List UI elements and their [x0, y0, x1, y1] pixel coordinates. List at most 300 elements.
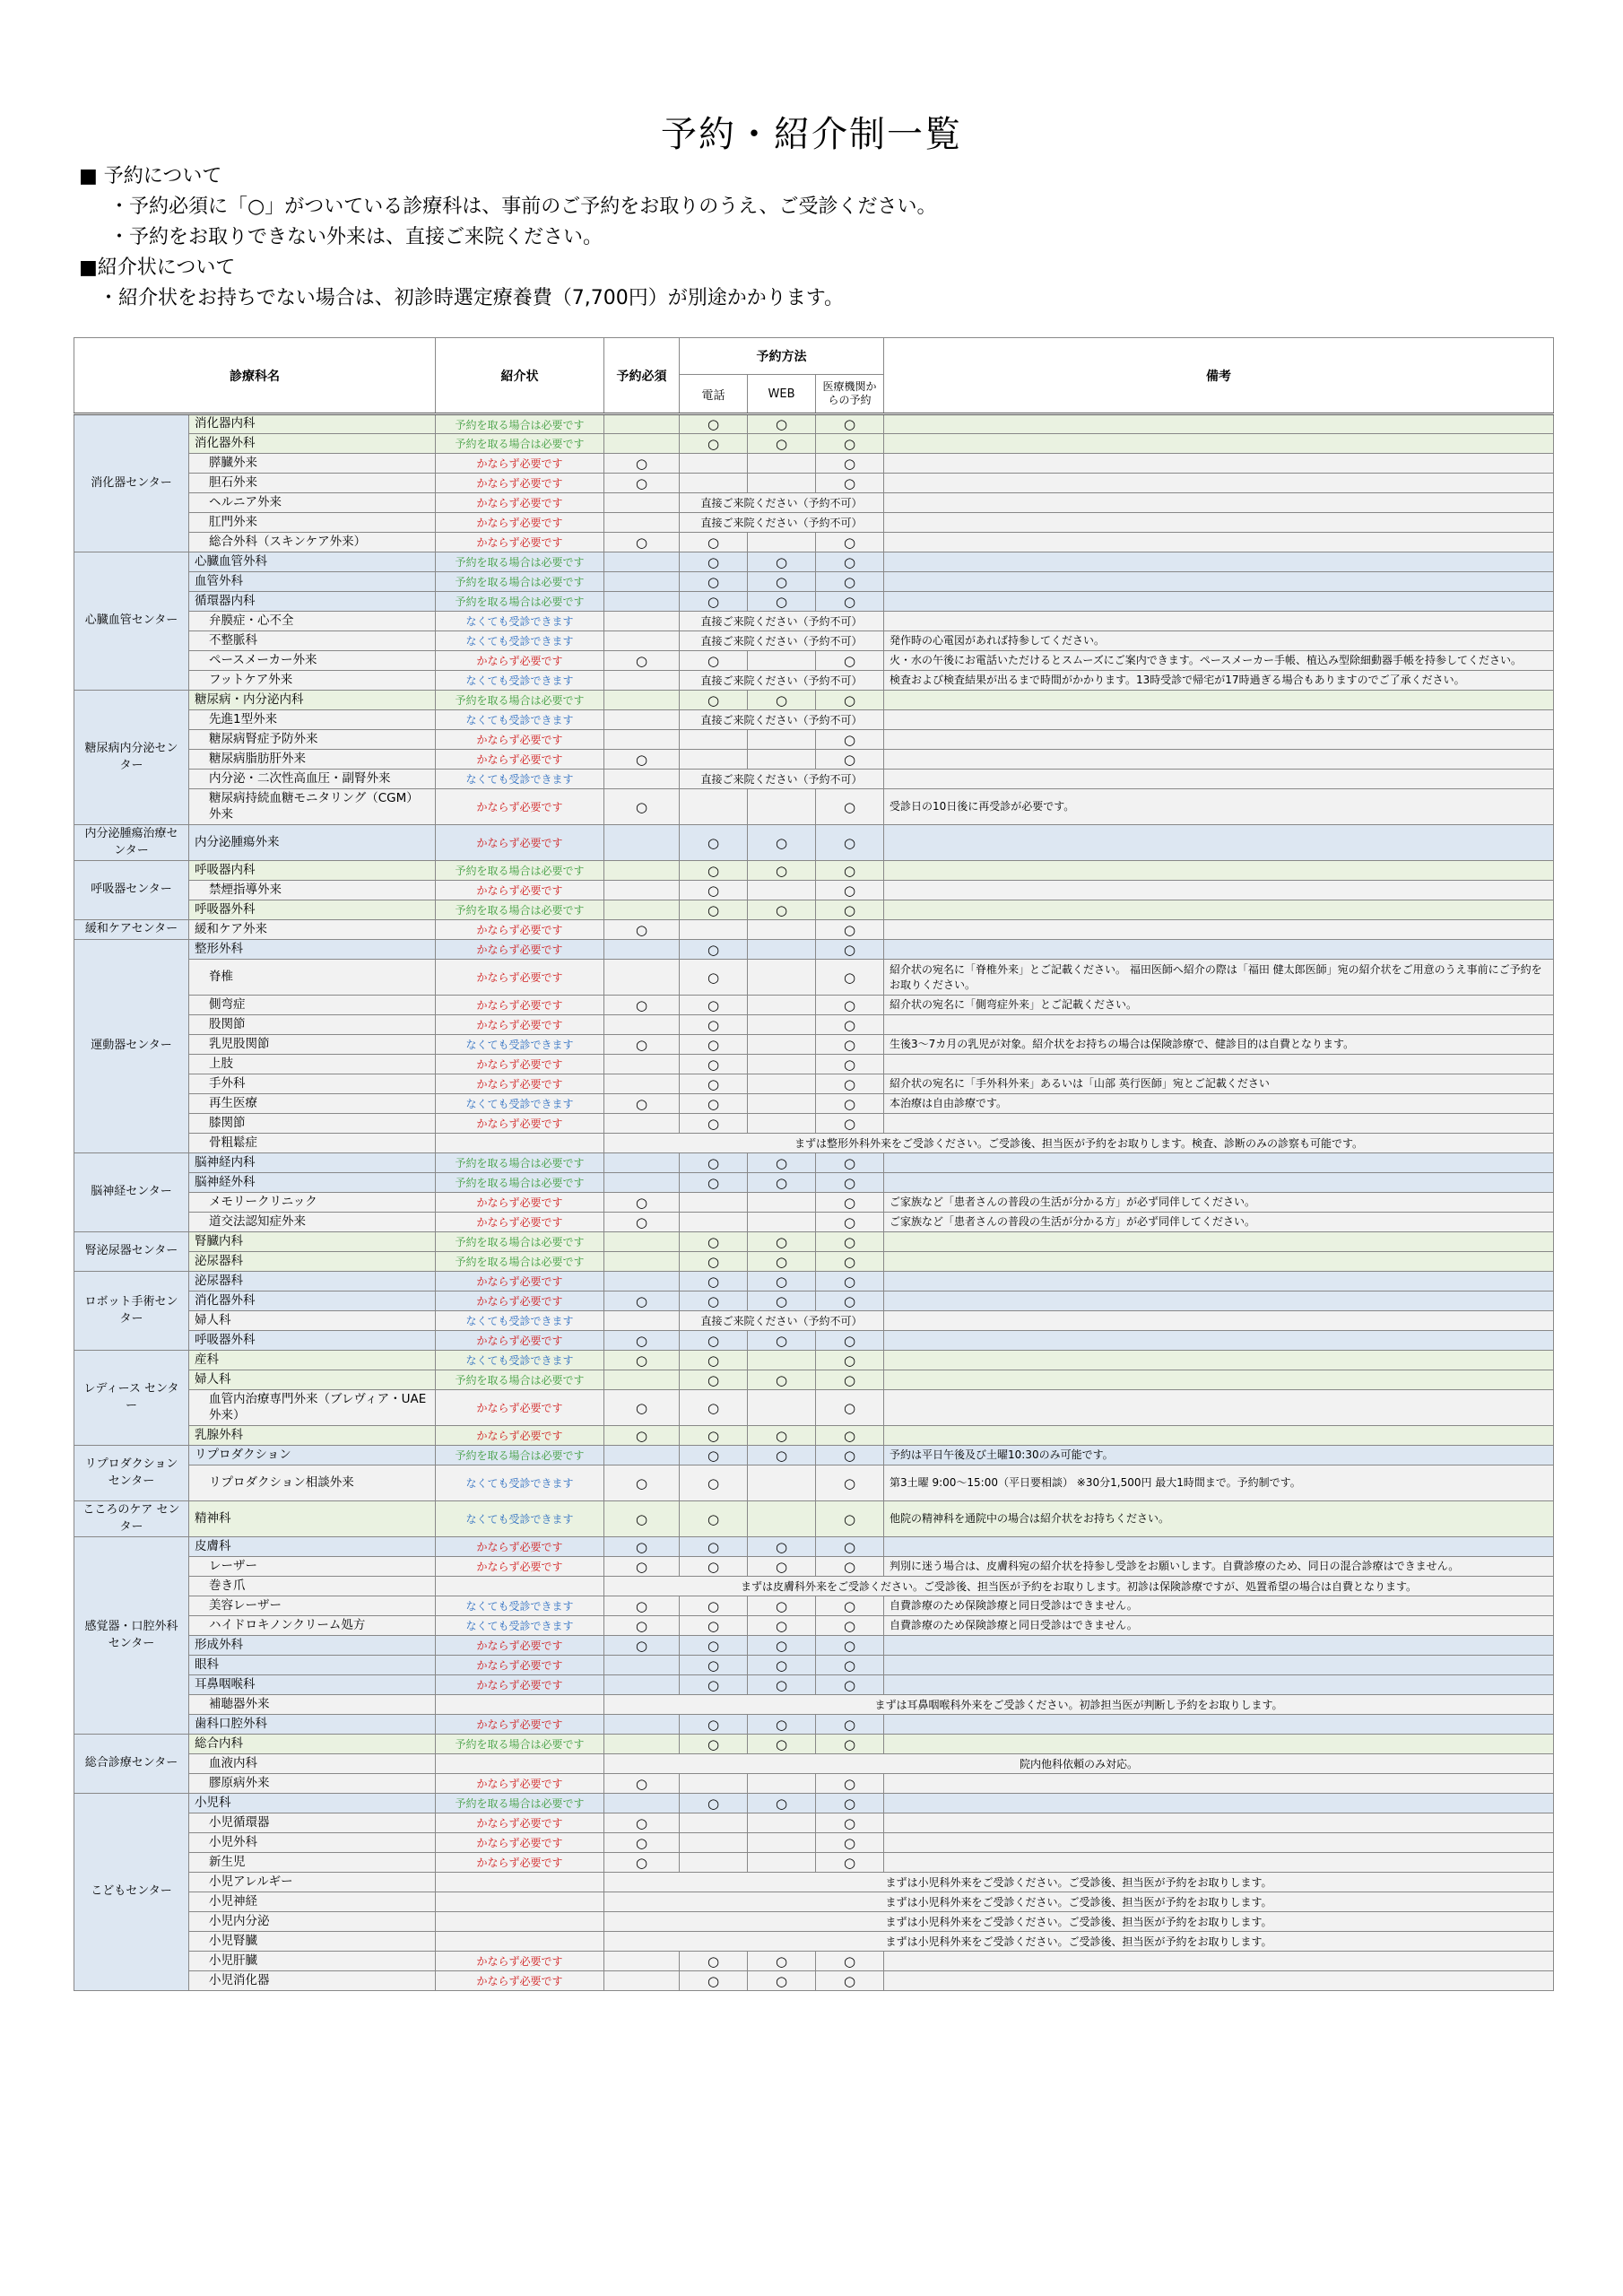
header-institution: 医療機関からの予約: [816, 375, 884, 414]
required-mark: [604, 513, 680, 533]
notes-cell: [884, 1331, 1554, 1351]
page-title: 予約・紹介制一覧: [661, 114, 962, 155]
required-mark: ○: [604, 474, 680, 493]
department-name: 糖尿病・内分泌内科: [189, 691, 436, 710]
web-mark: [748, 1774, 816, 1794]
table-row: [74, 1774, 1554, 1794]
referral-cell: かならず必要です: [436, 1853, 604, 1873]
institution-mark: ○: [816, 533, 884, 552]
web-mark: [748, 881, 816, 900]
institution-mark: ○: [816, 1114, 884, 1134]
institution-mark: ○: [816, 825, 884, 861]
referral-cell: かならず必要です: [436, 1813, 604, 1833]
required-mark: ○: [604, 1465, 680, 1501]
required-mark: [604, 1232, 680, 1252]
institution-mark: ○: [816, 552, 884, 572]
walk-in-note: 直接ご来院ください（予約不可）: [680, 612, 884, 631]
table-row: [74, 1272, 1554, 1292]
institution-mark: ○: [816, 1232, 884, 1252]
required-mark: ○: [604, 1853, 680, 1873]
phone-mark: [680, 474, 748, 493]
table-row: [74, 861, 1554, 881]
table-row: [74, 1465, 1554, 1501]
institution-mark: ○: [816, 1193, 884, 1213]
phone-mark: ○: [680, 1656, 748, 1675]
required-mark: [604, 1173, 680, 1193]
department-name: 手外科: [189, 1074, 436, 1094]
notes-cell: [884, 1774, 1554, 1794]
institution-mark: ○: [816, 1351, 884, 1370]
referral-cell: なくても受診できます: [436, 770, 604, 789]
table-row: [74, 1193, 1554, 1213]
walk-in-note: 直接ご来院ください（予約不可）: [680, 770, 884, 789]
table-row: [74, 671, 1554, 691]
phone-mark: [680, 750, 748, 770]
institution-mark: ○: [816, 1426, 884, 1446]
notes-cell: [884, 1370, 1554, 1390]
referral-cell: かならず必要です: [436, 651, 604, 671]
department-name: ヘルニア外来: [189, 493, 436, 513]
phone-mark: ○: [680, 825, 748, 861]
notes-cell: [884, 513, 1554, 533]
referral-cell: 予約を取る場合は必要です: [436, 1370, 604, 1390]
referral-cell: なくても受診できます: [436, 1311, 604, 1331]
department-name: 骨粗鬆症: [189, 1134, 436, 1153]
center-group: [74, 1272, 1554, 1351]
center-name: 総合診療センター: [74, 1735, 189, 1794]
phone-mark: ○: [680, 1616, 748, 1636]
table-row: [74, 1173, 1554, 1193]
required-mark: ○: [604, 1035, 680, 1055]
notes-cell: [884, 1735, 1554, 1754]
institution-mark: ○: [816, 651, 884, 671]
web-mark: [748, 1094, 816, 1114]
web-mark: [748, 1074, 816, 1094]
referral-cell: かならず必要です: [436, 1656, 604, 1675]
combined-note: 院内他科依頼のみ対応。: [604, 1754, 1554, 1774]
phone-mark: ○: [680, 1252, 748, 1272]
required-mark: ○: [604, 1193, 680, 1213]
department-name: 泌尿器科: [189, 1252, 436, 1272]
notes-cell: [884, 691, 1554, 710]
department-name: 股関節: [189, 1015, 436, 1035]
institution-mark: ○: [816, 474, 884, 493]
required-mark: ○: [604, 1390, 680, 1426]
referral-cell: 予約を取る場合は必要です: [436, 900, 604, 920]
notes-cell: [884, 1252, 1554, 1272]
web-mark: ○: [748, 1153, 816, 1173]
web-mark: ○: [748, 1446, 816, 1465]
center-group: [74, 1446, 1554, 1501]
web-mark: [748, 1833, 816, 1853]
required-mark: [604, 1370, 680, 1390]
walk-in-note: 直接ご来院ください（予約不可）: [680, 671, 884, 691]
center-group: [74, 691, 1554, 825]
web-mark: ○: [748, 1656, 816, 1675]
center-name: 脳神経センター: [74, 1153, 189, 1232]
web-mark: ○: [748, 1537, 816, 1557]
referral-cell: かならず必要です: [436, 513, 604, 533]
institution-mark: ○: [816, 900, 884, 920]
table-row: [74, 1537, 1554, 1557]
department-name: 腎臓内科: [189, 1232, 436, 1252]
notes-cell: [884, 414, 1554, 434]
notes-cell: [884, 1715, 1554, 1735]
required-mark: [604, 730, 680, 750]
web-mark: ○: [748, 572, 816, 592]
phone-mark: ○: [680, 434, 748, 454]
notes-cell: [884, 1351, 1554, 1370]
notes-cell: [884, 612, 1554, 631]
web-mark: ○: [748, 1971, 816, 1991]
table-row: [74, 1813, 1554, 1833]
department-name: ハイドロキノンクリーム処方: [189, 1616, 436, 1636]
notes-cell: [884, 1971, 1554, 1991]
phone-mark: [680, 1813, 748, 1833]
referral-cell: 予約を取る場合は必要です: [436, 1232, 604, 1252]
required-mark: [604, 612, 680, 631]
referral-cell: 予約を取る場合は必要です: [436, 1735, 604, 1754]
institution-mark: ○: [816, 1272, 884, 1292]
phone-mark: [680, 454, 748, 474]
web-mark: [748, 789, 816, 825]
walk-in-note: 直接ご来院ください（予約不可）: [680, 1311, 884, 1331]
table-row: [74, 1331, 1554, 1351]
referral-cell: かならず必要です: [436, 1390, 604, 1426]
header-required: 予約必須: [604, 338, 680, 414]
institution-mark: ○: [816, 1636, 884, 1656]
notes-cell: [884, 1794, 1554, 1813]
required-mark: [604, 552, 680, 572]
phone-mark: ○: [680, 1501, 748, 1537]
table-row: [74, 592, 1554, 612]
center-group: [74, 414, 1554, 552]
table-row: [74, 1501, 1554, 1537]
web-mark: ○: [748, 861, 816, 881]
table-row: [74, 1390, 1554, 1426]
table-row: [74, 770, 1554, 789]
web-mark: ○: [748, 1596, 816, 1616]
referral-cell: かならず必要です: [436, 750, 604, 770]
department-name: 総合内科: [189, 1735, 436, 1754]
required-mark: [604, 1446, 680, 1465]
table-row: [74, 1912, 1554, 1932]
center-group: [74, 1537, 1554, 1735]
phone-mark: ○: [680, 1537, 748, 1557]
referral-cell: かならず必要です: [436, 1074, 604, 1094]
table-row: [74, 1213, 1554, 1232]
required-mark: [604, 1675, 680, 1695]
institution-mark: ○: [816, 1094, 884, 1114]
web-mark: [748, 1813, 816, 1833]
required-mark: ○: [604, 920, 680, 940]
institution-mark: ○: [816, 1390, 884, 1426]
referral-cell: かならず必要です: [436, 533, 604, 552]
required-mark: ○: [604, 1813, 680, 1833]
department-name: 耳鼻咽喉科: [189, 1675, 436, 1695]
web-mark: ○: [748, 1173, 816, 1193]
department-name: フットケア外来: [189, 671, 436, 691]
department-name: 循環器内科: [189, 592, 436, 612]
web-mark: [748, 1351, 816, 1370]
phone-mark: ○: [680, 1465, 748, 1501]
institution-mark: ○: [816, 1794, 884, 1813]
referral-cell: かならず必要です: [436, 1675, 604, 1695]
web-mark: ○: [748, 552, 816, 572]
institution-mark: ○: [816, 572, 884, 592]
referral-cell: [436, 1912, 604, 1932]
web-mark: ○: [748, 1331, 816, 1351]
required-mark: ○: [604, 651, 680, 671]
department-name: 血管内治療専門外来（ブレヴィア・UAE外来）: [189, 1390, 436, 1426]
phone-mark: ○: [680, 960, 748, 996]
institution-mark: ○: [816, 940, 884, 960]
combined-note: まずは耳鼻咽喉科外来をご受診ください。初診担当医が判断し予約をお取りします。: [604, 1695, 1554, 1715]
phone-mark: ○: [680, 996, 748, 1015]
department-name: 血液内科: [189, 1754, 436, 1774]
center-name: 呼吸器センター: [74, 861, 189, 920]
referral-cell: 予約を取る場合は必要です: [436, 552, 604, 572]
required-mark: [604, 1952, 680, 1971]
table-row: [74, 533, 1554, 552]
institution-mark: ○: [816, 1252, 884, 1272]
department-name: 小児科: [189, 1794, 436, 1813]
web-mark: [748, 1114, 816, 1134]
referral-cell: かならず必要です: [436, 1331, 604, 1351]
center-group: [74, 920, 1554, 940]
institution-mark: ○: [816, 1501, 884, 1537]
notes-cell: [884, 861, 1554, 881]
referral-cell: かならず必要です: [436, 996, 604, 1015]
reservation-note-1: ・予約必須に「○」がついている診療科は、事前のご予約をお取りのうえ、ご受診ください。: [109, 196, 937, 218]
institution-mark: ○: [816, 1015, 884, 1035]
institution-mark: ○: [816, 1055, 884, 1074]
notes-cell: [884, 434, 1554, 454]
institution-mark: ○: [816, 1292, 884, 1311]
required-mark: ○: [604, 1557, 680, 1577]
walk-in-note: 直接ご来院ください（予約不可）: [680, 513, 884, 533]
institution-mark: ○: [816, 1537, 884, 1557]
department-name: 血管外科: [189, 572, 436, 592]
referral-cell: かならず必要です: [436, 881, 604, 900]
required-mark: ○: [604, 1774, 680, 1794]
center-name: 感覚器・口腔外科 センター: [74, 1537, 189, 1735]
referral-cell: かならず必要です: [436, 1213, 604, 1232]
referral-cell: かならず必要です: [436, 1715, 604, 1735]
notes-cell: [884, 1636, 1554, 1656]
referral-cell: 予約を取る場合は必要です: [436, 592, 604, 612]
required-mark: [604, 1074, 680, 1094]
department-name: 胆石外来: [189, 474, 436, 493]
center-group: [74, 825, 1554, 861]
institution-mark: ○: [816, 1557, 884, 1577]
notes-cell: 受診日の10日後に再受診が必要です。: [884, 789, 1554, 825]
referral-cell: かならず必要です: [436, 1971, 604, 1991]
phone-mark: [680, 789, 748, 825]
phone-mark: ○: [680, 1035, 748, 1055]
notes-cell: [884, 730, 1554, 750]
table-row: [74, 1292, 1554, 1311]
table-row: [74, 1446, 1554, 1465]
table-row: [74, 651, 1554, 671]
notes-cell: [884, 1813, 1554, 1833]
required-mark: [604, 1794, 680, 1813]
department-name: 側弯症: [189, 996, 436, 1015]
combined-note: まずは小児科外来をご受診ください。ご受診後、担当医が予約をお取りします。: [604, 1892, 1554, 1912]
required-mark: ○: [604, 1331, 680, 1351]
table-row: [74, 454, 1554, 474]
department-name: 婦人科: [189, 1311, 436, 1331]
table-row: [74, 1636, 1554, 1656]
table-row: [74, 730, 1554, 750]
notes-cell: [884, 592, 1554, 612]
web-mark: [748, 474, 816, 493]
referral-cell: 予約を取る場合は必要です: [436, 1153, 604, 1173]
notes-cell: [884, 1656, 1554, 1675]
referral-cell: かならず必要です: [436, 1292, 604, 1311]
required-mark: [604, 1114, 680, 1134]
phone-mark: ○: [680, 940, 748, 960]
center-name: レディース センター: [74, 1351, 189, 1446]
required-mark: [604, 825, 680, 861]
department-name: 小児腎臓: [189, 1932, 436, 1952]
notes-cell: [884, 1426, 1554, 1446]
referral-cell: 予約を取る場合は必要です: [436, 572, 604, 592]
notes-cell: [884, 1292, 1554, 1311]
department-name: リプロダクション: [189, 1446, 436, 1465]
referral-cell: 予約を取る場合は必要です: [436, 1446, 604, 1465]
table-row: [74, 1035, 1554, 1055]
department-name: 再生医療: [189, 1094, 436, 1114]
table-row: [74, 1134, 1554, 1153]
reservation-heading: ■ 予約について: [79, 165, 222, 187]
table-row: [74, 940, 1554, 960]
center-group: [74, 552, 1554, 691]
table-row: [74, 1656, 1554, 1675]
phone-mark: ○: [680, 1351, 748, 1370]
notes-cell: [884, 920, 1554, 940]
department-name: 形成外科: [189, 1636, 436, 1656]
required-mark: [604, 1272, 680, 1292]
web-mark: [748, 1193, 816, 1213]
phone-mark: ○: [680, 1390, 748, 1426]
table-row: [74, 1833, 1554, 1853]
web-mark: ○: [748, 1272, 816, 1292]
referral-cell: なくても受診できます: [436, 671, 604, 691]
department-name: 総合外科（スキンケア外来）: [189, 533, 436, 552]
table-row: [74, 750, 1554, 770]
referral-cell: かならず必要です: [436, 1952, 604, 1971]
department-table: [74, 337, 1554, 1991]
required-mark: [604, 770, 680, 789]
walk-in-note: 直接ご来院ください（予約不可）: [680, 710, 884, 730]
institution-mark: ○: [816, 1952, 884, 1971]
notes-cell: [884, 572, 1554, 592]
table-row: [74, 1971, 1554, 1991]
department-name: 新生児: [189, 1853, 436, 1873]
web-mark: ○: [748, 1735, 816, 1754]
table-row: [74, 789, 1554, 825]
table-row: [74, 1074, 1554, 1094]
phone-mark: ○: [680, 1446, 748, 1465]
center-name: リプロダクション センター: [74, 1446, 189, 1501]
department-name: 糖尿病持続血糖モニタリング（CGM）外来: [189, 789, 436, 825]
required-mark: [604, 1311, 680, 1331]
notes-cell: 紹介状の宛名に「脊椎外来」とご記載ください。 福田医師へ紹介の際は「福田 健太郎医師」宛の紹介状をご用意のうえ事前にご予約をお取りください。: [884, 960, 1554, 996]
department-name: 緩和ケア外来: [189, 920, 436, 940]
required-mark: ○: [604, 1596, 680, 1616]
required-mark: ○: [604, 996, 680, 1015]
center-group: [74, 861, 1554, 920]
phone-mark: ○: [680, 861, 748, 881]
referral-cell: かならず必要です: [436, 789, 604, 825]
referral-cell: 予約を取る場合は必要です: [436, 861, 604, 881]
referral-cell: [436, 1134, 604, 1153]
notes-cell: 紹介状の宛名に「手外科外来」あるいは「山部 英行医師」宛とご記載ください: [884, 1074, 1554, 1094]
required-mark: [604, 434, 680, 454]
web-mark: [748, 533, 816, 552]
phone-mark: ○: [680, 1292, 748, 1311]
referral-cell: かならず必要です: [436, 1272, 604, 1292]
department-name: 呼吸器外科: [189, 900, 436, 920]
required-mark: [604, 900, 680, 920]
notes-cell: [884, 1173, 1554, 1193]
department-name: 乳腺外科: [189, 1426, 436, 1446]
center-group: [74, 1735, 1554, 1794]
notes-cell: [884, 1153, 1554, 1173]
required-mark: ○: [604, 1636, 680, 1656]
notes-cell: [884, 1390, 1554, 1426]
department-name: 小児消化器: [189, 1971, 436, 1991]
required-mark: [604, 592, 680, 612]
phone-mark: ○: [680, 572, 748, 592]
phone-mark: ○: [680, 1971, 748, 1991]
center-name: 内分泌腫瘍治療センター: [74, 825, 189, 861]
web-mark: ○: [748, 1636, 816, 1656]
referral-cell: かならず必要です: [436, 454, 604, 474]
combined-note: まずは整形外科外来をご受診ください。ご受診後、担当医が予約をお取りします。検査、診断のみの診察も可能です。: [604, 1134, 1554, 1153]
combined-note: まずは小児科外来をご受診ください。ご受診後、担当医が予約をお取りします。: [604, 1932, 1554, 1952]
required-mark: [604, 1715, 680, 1735]
phone-mark: ○: [680, 881, 748, 900]
phone-mark: ○: [680, 533, 748, 552]
notes-cell: 自費診療のため保険診療と同日受診はできません。: [884, 1616, 1554, 1636]
referral-cell: [436, 1754, 604, 1774]
header-notes: 備考: [884, 338, 1554, 414]
web-mark: [748, 1390, 816, 1426]
institution-mark: ○: [816, 861, 884, 881]
notes-cell: [884, 770, 1554, 789]
department-name: 消化器外科: [189, 1292, 436, 1311]
referral-cell: [436, 1873, 604, 1892]
web-mark: ○: [748, 1557, 816, 1577]
center-name: 糖尿病内分泌センター: [74, 691, 189, 825]
table-row: [74, 900, 1554, 920]
phone-mark: ○: [680, 1794, 748, 1813]
required-mark: ○: [604, 1501, 680, 1537]
referral-cell: かならず必要です: [436, 1833, 604, 1853]
department-name: ペースメーカー外来: [189, 651, 436, 671]
web-mark: [748, 996, 816, 1015]
department-name: 脳神経内科: [189, 1153, 436, 1173]
header-method: 予約方法: [680, 338, 884, 375]
referral-cell: かならず必要です: [436, 1537, 604, 1557]
notes-cell: 火・水の午後にお電話いただけるとスムーズにご案内できます。ペースメーカー手帳、植込み型除細動器手帳を持参してください。: [884, 651, 1554, 671]
referral-cell: なくても受診できます: [436, 1616, 604, 1636]
notes-cell: 他院の精神科を通院中の場合は紹介状をお持ちください。: [884, 1501, 1554, 1537]
phone-mark: ○: [680, 1272, 748, 1292]
phone-mark: ○: [680, 1114, 748, 1134]
